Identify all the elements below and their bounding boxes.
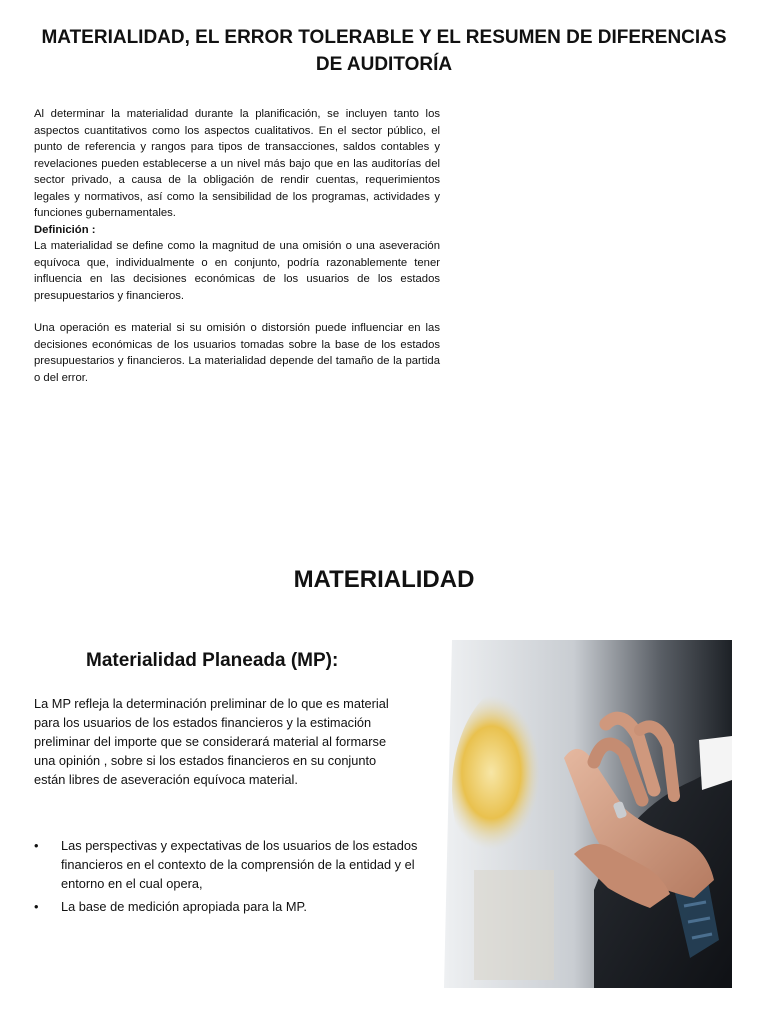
- subsection-title: Materialidad Planeada (MP):: [86, 650, 339, 671]
- page-title: [30, 24, 738, 78]
- definition-text: La materialidad se define como la magnitud de una omisión o una aseveración equívoca que, individualmente o en conjunto, podría razonablemente tener influencia en las decisiones económicas de los usuarios de los estados presupuestarios y financieros.: [34, 240, 440, 302]
- mp-paragraph: La MP refleja la determinación preliminar de lo que es material para los usuarios de los estados financieros y la estimación preliminar del importe que se considerará material al formarse una opinión , sobre si los estados financieros en su conjunto están libres de aseveración equívoca material.: [34, 696, 389, 787]
- intro-paragraph: Al determinar la materialidad durante la planificación, se incluyen tanto los aspectos cuantitativos como los aspectos cualitativos. En el sector público, el punto de referencia y rangos para tipos de transacciones, saldos contables y revelaciones pueden establecerse a un nivel más bajo que en las auditorías del sector privado, a causa de la obligación de rendir cuentas, requerimientos legales y normativos, así como la sensibilidad de los programas, actividades y funciones gubernamentales.: [34, 108, 440, 219]
- page-title-line-2: DE AUDITORÍA: [315, 54, 453, 75]
- section-title: MATERIALIDAD: [293, 566, 475, 593]
- gesturing-hands-photo: [444, 640, 732, 988]
- material-operation-paragraph: Una operación es material si su omisión o distorsión puede influenciar en las decisiones económicas de los usuarios tomadas sobre la base de los estados presupuestarios y financieros. La materialidad depende del tamaño de la partida o del error.: [34, 322, 440, 384]
- bullet-icon: •: [34, 899, 39, 914]
- list-item: [34, 836, 424, 893]
- bullet-list: [34, 836, 424, 920]
- bullet-icon: •: [34, 838, 39, 853]
- bullet-text: Las perspectivas y expectativas de los usuarios de los estados financieros en el contexto de la comprensión de la entidad y el entorno en el cual opera,: [61, 838, 418, 891]
- bullet-text: La base de medición apropiada para la MP.: [61, 899, 307, 914]
- intro-section: [34, 106, 440, 386]
- page-title-line-1: MATERIALIDAD, EL ERROR TOLERABLE Y EL RESUMEN DE DIFERENCIAS: [41, 27, 727, 48]
- definition-heading: Definición :: [34, 223, 96, 236]
- list-item: [34, 897, 424, 916]
